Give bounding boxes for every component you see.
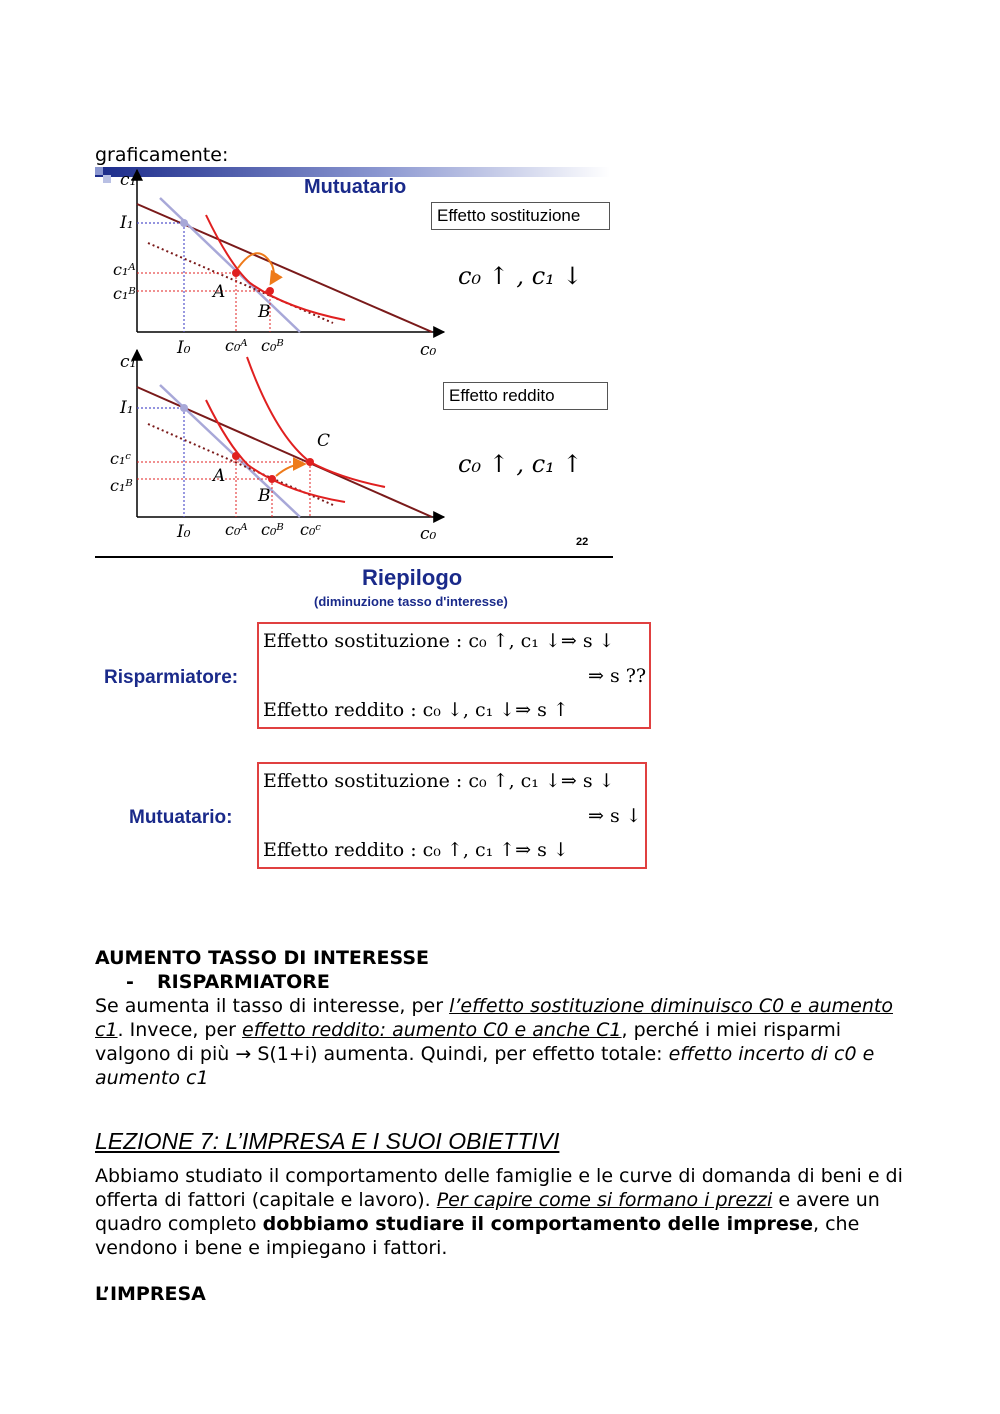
text-underline-italic: Per capire come si formano i prezzi (436, 1189, 773, 1211)
borrower-income: Effetto reddito : c₀ ↑, c₁ ↑⇒ s ↓ (263, 839, 569, 861)
slide2-subtitle: (diminuzione tasso d'interesse) (314, 594, 508, 609)
label-c0A: c₀ᴬ (225, 520, 248, 539)
text-underline-italic: effetto reddito: aumento C0 e anche C1 (242, 1019, 622, 1041)
label-c0A: c₀ᴬ (225, 336, 248, 355)
text-run: . Invece, per (117, 1019, 243, 1041)
borrower-total: ⇒ s ↓ (588, 805, 642, 827)
label-c1B: c₁ᴮ (110, 476, 133, 495)
slide-page-number: 22 (576, 536, 589, 548)
text-run: , che vendono i bene e impiegano i fattori. (95, 1213, 860, 1259)
label-I1: I₁ (120, 398, 134, 418)
label-I0: I₀ (177, 522, 191, 542)
borrower-label: Mutuatario: (129, 807, 233, 828)
saver-substitution: Effetto sostituzione : c₀ ↑, c₁ ↓⇒ s ↓ (263, 630, 615, 652)
substitution-effect-box: Effetto sostituzione (431, 202, 610, 230)
saver-income: Effetto reddito : c₀ ↓, c₁ ↓⇒ s ↑ (263, 699, 569, 721)
label-c0C: c₀ᶜ (300, 520, 322, 539)
section-heading-interest: AUMENTO TASSO DI INTERESSE (95, 947, 430, 969)
label-c0: c₀ (420, 340, 437, 360)
bullet-risparmiatore: RISPARMIATORE (157, 971, 330, 993)
label-I1: I₁ (120, 213, 134, 233)
slide2-title: Riepilogo (362, 565, 463, 590)
eq-substitution: c₀ ↑ , c₁ ↓ (458, 262, 583, 290)
lesson-heading: LEZIONE 7: L’IMPRESA E I SUOI OBIETTIVI (95, 1128, 560, 1154)
label-c0B: c₀ᴮ (261, 520, 284, 539)
slide1-title: Mutuatario (304, 176, 407, 198)
label-c0: c₀ (420, 524, 437, 544)
label-c1C: c₁ᶜ (110, 449, 132, 468)
label-c1: c₁ (120, 170, 137, 190)
saver-total: ⇒ s ?? (588, 665, 647, 687)
text-underline-italic: l’effetto sostituzione diminuisco C0 e aumento c1 (95, 995, 893, 1041)
paragraph-interest (95, 994, 915, 1090)
text-italic: effetto incerto di c0 e aumento c1 (95, 1043, 875, 1089)
paragraph-lesson (95, 1164, 915, 1260)
text-run: S(1+i) aumenta. Quindi, per effetto totale: (251, 1043, 669, 1065)
section-heading-impresa: L’IMPRESA (95, 1283, 206, 1305)
text-run: e avere un quadro completo (95, 1189, 880, 1235)
text-bold: dobbiamo studiare il comportamento delle imprese (262, 1213, 813, 1235)
point-B: B (258, 486, 271, 506)
saver-label: Risparmiatore: (104, 667, 239, 688)
text-run: , perché i miei risparmi valgono di più (95, 1019, 842, 1065)
text-run: Abbiamo studiato il comportamento delle famiglie e le curve di domanda di beni e di offerta di fattori (capitale e lavoro). (95, 1165, 903, 1211)
arrow-icon: → (235, 1043, 252, 1065)
point-B: B (258, 302, 271, 322)
point-A: A (213, 282, 226, 302)
eq-income: c₀ ↑ , c₁ ↑ (458, 450, 583, 478)
bullet-dash: - (126, 971, 134, 993)
income-effect-box: Effetto reddito (443, 382, 608, 410)
label-I0: I₀ (177, 338, 191, 358)
label-c1: c₁ (120, 352, 137, 372)
intro-text: graficamente: (95, 144, 229, 166)
label-c0B: c₀ᴮ (261, 336, 284, 355)
text-run: Se aumenta il tasso di interesse, per (95, 995, 450, 1017)
borrower-substitution: Effetto sostituzione : c₀ ↑, c₁ ↓⇒ s ↓ (263, 770, 615, 792)
point-A: A (213, 466, 226, 486)
point-C: C (317, 431, 331, 451)
label-c1A: c₁ᴬ (113, 260, 136, 279)
label-c1B: c₁ᴮ (113, 284, 136, 303)
